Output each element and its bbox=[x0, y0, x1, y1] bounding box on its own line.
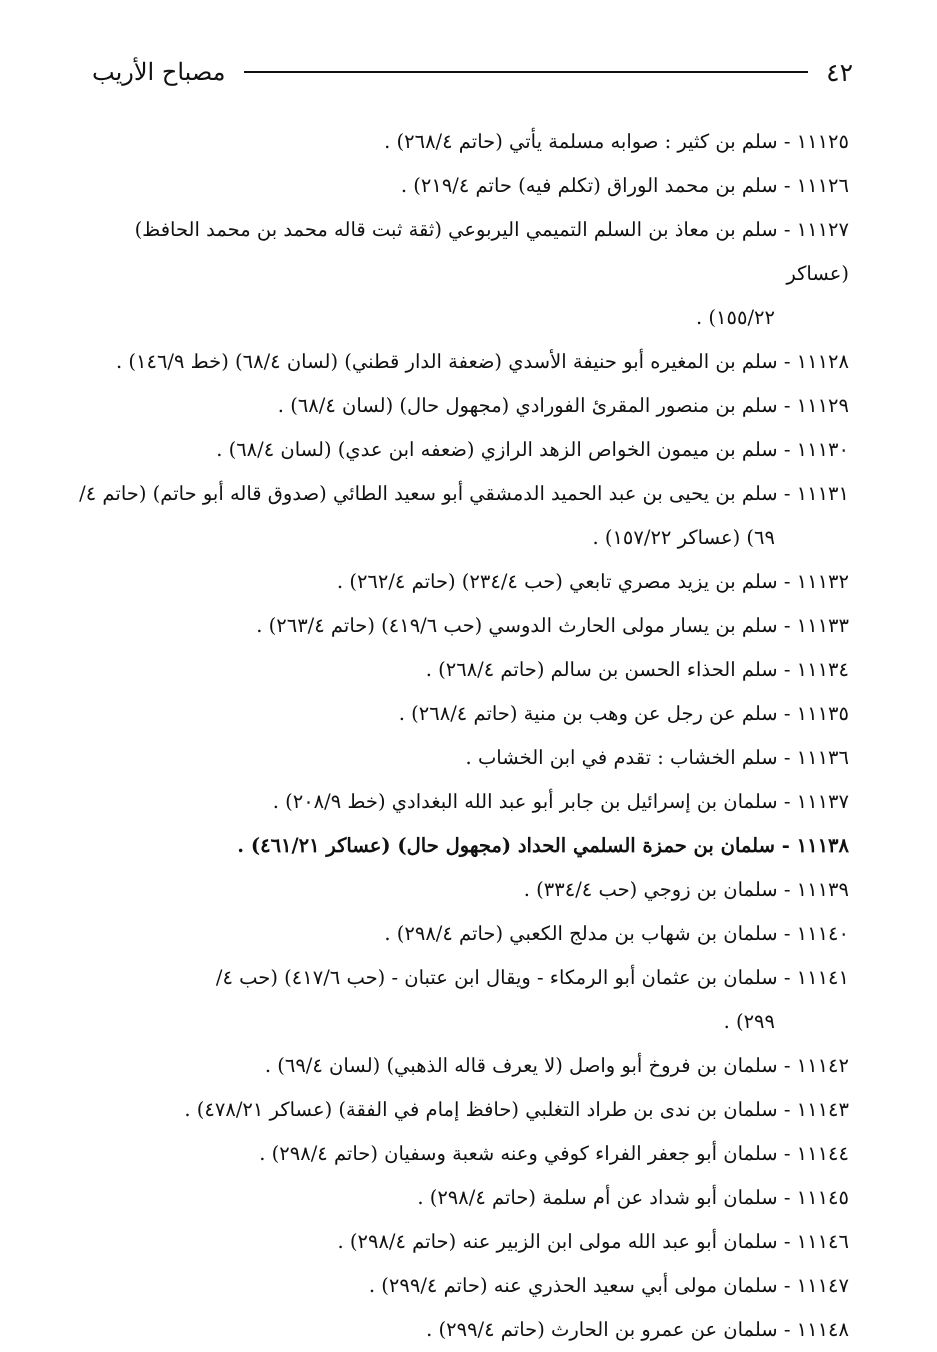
entry-text: سلمان أبو جعفر الفراء كوفي وعنه شعبة وسفيان (حاتم ٢٩٨/٤) . bbox=[259, 1142, 778, 1165]
entry: ١١١٢٧ - سلم بن معاذ بن السلم التميمي اليربوعي (ثقة ثبت قاله محمد بن محمد الحافظ) (عساكر bbox=[134, 218, 849, 285]
entry: ١١١٤٤ - سلمان أبو جعفر الفراء كوفي وعنه شعبة وسفيان (حاتم ٢٩٨/٤) . bbox=[259, 1142, 849, 1165]
entry-text: سلم بن يسار مولى الحارث الدوسي (حب ٤١٩/٦) (حاتم ٢٦٣/٤) . bbox=[256, 614, 778, 637]
entry: ١١١٣٠ - سلم بن ميمون الخواص الزهد الرازي (ضعفه ابن عدي) (لسان ٦٨/٤) . bbox=[216, 438, 849, 461]
entry: ١١١٢٩ - سلم بن منصور المقرئ الفورادي (مجهول حال) (لسان ٦٨/٤) . bbox=[277, 394, 849, 417]
entry-text: سلم بن ميمون الخواص الزهد الرازي (ضعفه ابن عدي) (لسان ٦٨/٤) . bbox=[216, 438, 778, 461]
entry-text: سلمان بن عثمان أبو الرمكاء - ويقال ابن عتبان - (حب ٤١٧/٦) (حب ٤/ bbox=[215, 966, 778, 989]
entry-number: ١١١٣٦ bbox=[796, 746, 849, 769]
entry: ١١١٤٠ - سلمان بن شهاب بن مدلج الكعبي (حاتم ٢٩٨/٤) . bbox=[384, 922, 849, 945]
entry-number: ١١١٢٥ bbox=[796, 130, 849, 153]
entry-text: سلم عن رجل عن وهب بن منية (حاتم ٢٦٨/٤) . bbox=[398, 702, 778, 725]
entry: ١١١٤١ - سلمان بن عثمان أبو الرمكاء - ويقال ابن عتبان - (حب ٤١٧/٦) (حب ٤/ bbox=[215, 966, 849, 989]
entry-number: ١١١٣١ bbox=[796, 482, 849, 505]
entry-number: ١١١٤٣ bbox=[796, 1098, 849, 1121]
entry: ١١١٤٢ - سلمان بن فروخ أبو واصل (لا يعرف قاله الذهبي) (لسان ٦٩/٤) . bbox=[264, 1054, 849, 1077]
entry-number: ١١١٤٢ bbox=[796, 1054, 849, 1077]
entry-number: ١١١٣٧ bbox=[796, 790, 849, 813]
entry-text: سلم بن يزيد مصري تابعي (حب ٢٣٤/٤) (حاتم ٢٦٢/٤) . bbox=[336, 570, 778, 593]
entry-number: ١١١٤٦ bbox=[796, 1230, 849, 1253]
entry-text: سلم الخشاب : تقدم في ابن الخشاب . bbox=[465, 746, 778, 769]
entry-text: سلمان بن فروخ أبو واصل (لا يعرف قاله الذهبي) (لسان ٦٩/٤) . bbox=[264, 1054, 778, 1077]
entry-text: سلمان بن ندى بن طراد التغلبي (حافظ إمام في الفقة) (عساكر ٤٧٨/٢١) . bbox=[184, 1098, 778, 1121]
entry-text: سلمان أبو عبد الله مولى ابن الزبير عنه (حاتم ٢٩٨/٤) . bbox=[337, 1230, 778, 1253]
entry: ١١١٣٤ - سلم الحذاء الحسن بن سالم (حاتم ٢٦٨/٤) . bbox=[425, 658, 849, 681]
entry: ١١١٤٣ - سلمان بن ندى بن طراد التغلبي (حافظ إمام في الفقة) (عساكر ٤٧٨/٢١) . bbox=[184, 1098, 849, 1121]
entry-text: سلمان بن زوجي (حب ٣٣٤/٤) . bbox=[523, 878, 778, 901]
entry: ١١١٣٣ - سلم بن يسار مولى الحارث الدوسي (حب ٤١٩/٦) (حاتم ٢٦٣/٤) . bbox=[256, 614, 849, 637]
entry-continuation: ١٥٥/٢٢) . bbox=[696, 306, 775, 329]
entry-text: سلم بن يحيى بن عبد الحميد الدمشقي أبو سعيد الطائي (صدوق قاله أبو حاتم) (حاتم ٤/ bbox=[79, 482, 778, 505]
entry-text: سلم بن كثير : صوابه مسلمة يأتي (حاتم ٢٦٨/٤) . bbox=[384, 130, 778, 153]
entry-continuation: ٦٩) (عساكر ١٥٧/٢٢) . bbox=[592, 526, 775, 549]
entry-number: ١١١٤١ bbox=[796, 966, 849, 989]
entry-number: ١١١٣٥ bbox=[796, 702, 849, 725]
entry: ١١١٣٩ - سلمان بن زوجي (حب ٣٣٤/٤) . bbox=[523, 878, 849, 901]
entry: ١١١٤٧ - سلمان مولى أبي سعيد الحذري عنه (حاتم ٢٩٩/٤) . bbox=[368, 1274, 849, 1297]
entry-number: ١١١٤٠ bbox=[796, 922, 849, 945]
entry: ١١١٢٥ - سلم بن كثير : صوابه مسلمة يأتي (حاتم ٢٦٨/٤) . bbox=[384, 130, 849, 153]
entry: ١١١٣٥ - سلم عن رجل عن وهب بن منية (حاتم ٢٦٨/٤) . bbox=[398, 702, 849, 725]
entry-text: سلمان عن عمرو بن الحارث (حاتم ٢٩٩/٤) . bbox=[426, 1318, 778, 1341]
entry-number: ١١١٢٧ bbox=[796, 218, 849, 241]
entry: ١١١٣١ - سلم بن يحيى بن عبد الحميد الدمشقي أبو سعيد الطائي (صدوق قاله أبو حاتم) (حاتم ٤/ bbox=[79, 482, 849, 505]
entry-number: ١١١٢٨ bbox=[796, 350, 849, 373]
entry-number: ١١١٤٥ bbox=[796, 1186, 849, 1209]
entry-number: ١١١٣٣ bbox=[796, 614, 849, 637]
entry-continuation: ٢٩٩) . bbox=[723, 1010, 775, 1033]
entry: ١١١٤٥ - سلمان أبو شداد عن أم سلمة (حاتم ٢٩٨/٤) . bbox=[417, 1186, 849, 1209]
entry-number: ١١١٢٦ bbox=[796, 174, 849, 197]
entry: ١١١٣٦ - سلم الخشاب : تقدم في ابن الخشاب . bbox=[465, 746, 849, 769]
header-rule bbox=[244, 71, 809, 73]
entry-number: ١١١٤٤ bbox=[796, 1142, 849, 1165]
entry: ١١١٤٦ - سلمان أبو عبد الله مولى ابن الزبير عنه (حاتم ٢٩٨/٤) . bbox=[337, 1230, 849, 1253]
entry-number: ١١١٣٢ bbox=[796, 570, 849, 593]
book-title: مصباح الأريب bbox=[92, 58, 226, 86]
entry-text: سلمان بن إسرائيل بن جابر أبو عبد الله البغدادي (خط ٢٠٨/٩) . bbox=[272, 790, 778, 813]
entry-number: ١١١٣٤ bbox=[796, 658, 849, 681]
entry: ١١١٣٢ - سلم بن يزيد مصري تابعي (حب ٢٣٤/٤) (حاتم ٢٦٢/٤) . bbox=[336, 570, 849, 593]
page-number: ٤٢ bbox=[826, 57, 853, 87]
entry-number: ١١١٤٧ bbox=[796, 1274, 849, 1297]
entry-text: سلم بن محمد الوراق (تكلم فيه) حاتم ٢١٩/٤) . bbox=[400, 174, 778, 197]
entry: ١١١٤٨ - سلمان عن عمرو بن الحارث (حاتم ٢٩٩/٤) . bbox=[426, 1318, 849, 1341]
entry-list bbox=[72, 120, 849, 1352]
entry-text: سلمان أبو شداد عن أم سلمة (حاتم ٢٩٨/٤) . bbox=[417, 1186, 778, 1209]
page-header bbox=[92, 52, 853, 92]
entry-text: سلمان مولى أبي سعيد الحذري عنه (حاتم ٢٩٩/٤) . bbox=[368, 1274, 778, 1297]
entry-text: سلم بن معاذ بن السلم التميمي اليربوعي (ثقة ثبت قاله محمد بن محمد الحافظ) (عساكر bbox=[134, 218, 849, 285]
entry-text: سلم بن المغيره أبو حنيفة الأسدي (ضعفة الدار قطني) (لسان ٦٨/٤) (خط ١٤٦/٩) . bbox=[115, 350, 778, 373]
entry-number: ١١١٣٠ bbox=[796, 438, 849, 461]
entry-text: سلمان بن شهاب بن مدلج الكعبي (حاتم ٢٩٨/٤) . bbox=[384, 922, 778, 945]
entry-number: ١١١٢٩ bbox=[796, 394, 849, 417]
entry: ١١١٣٨ - سلمان بن حمزة السلمي الحداد (مجهول حال) (عساكر ٤٦١/٢١) . bbox=[237, 834, 849, 857]
entry: ١١١٢٨ - سلم بن المغيره أبو حنيفة الأسدي (ضعفة الدار قطني) (لسان ٦٨/٤) (خط ١٤٦/٩) . bbox=[115, 350, 849, 373]
entry-number: ١١١٣٨ bbox=[796, 834, 849, 857]
entry: ١١١٢٦ - سلم بن محمد الوراق (تكلم فيه) حاتم ٢١٩/٤) . bbox=[400, 174, 849, 197]
entry-text: سلم بن منصور المقرئ الفورادي (مجهول حال) (لسان ٦٨/٤) . bbox=[277, 394, 778, 417]
entry: ١١١٣٧ - سلمان بن إسرائيل بن جابر أبو عبد الله البغدادي (خط ٢٠٨/٩) . bbox=[272, 790, 849, 813]
entry-text: سلمان بن حمزة السلمي الحداد (مجهول حال) (عساكر ٤٦١/٢١) . bbox=[237, 834, 775, 857]
entry-number: ١١١٤٨ bbox=[796, 1318, 849, 1341]
entry-number: ١١١٣٩ bbox=[796, 878, 849, 901]
entry-text: سلم الحذاء الحسن بن سالم (حاتم ٢٦٨/٤) . bbox=[425, 658, 778, 681]
